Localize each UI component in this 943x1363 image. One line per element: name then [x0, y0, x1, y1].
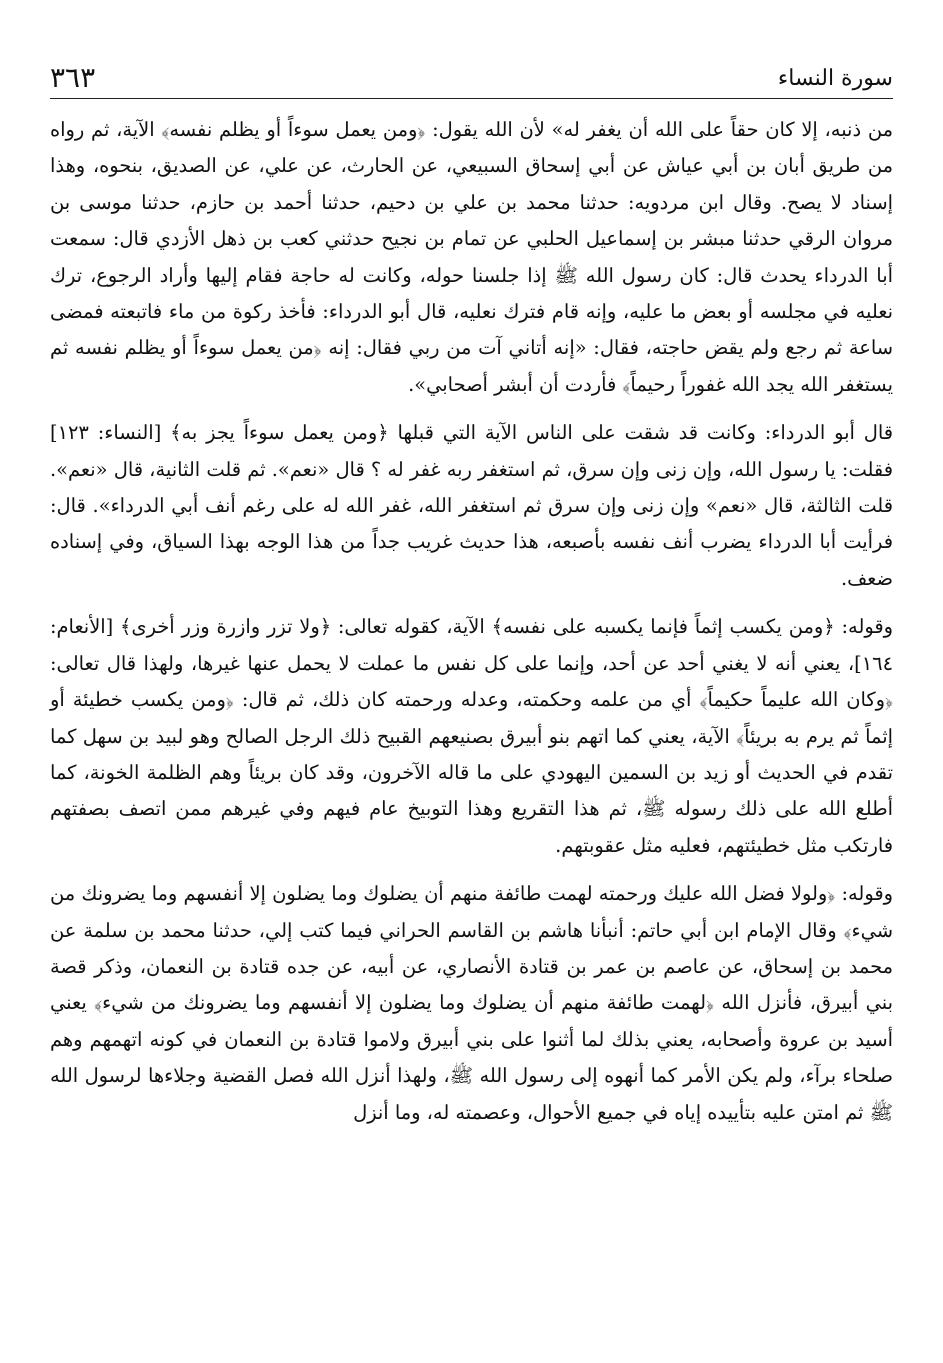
chapter-title: سورة النساء	[777, 66, 893, 91]
page-number: ٣٦٣	[50, 61, 96, 94]
paragraph-1: من ذنبه، إلا كان حقاً على الله أن يغفر له» لأن الله يقول: ﴿ومن يعمل سوءاً أو يظلم نفسه﴾ الآية، ثم رواه من طريق أبان بن أبي عياش عن أبي إسحاق السبيعي، عن الحارث، عن علي، عن الصديق، بنحوه، وهذا إسناد لا يصح. وقال ابن مردويه: حدثنا محمد بن علي بن دحيم، حدثنا أحمد بن حازم، حدثنا موسى بن مروان الرقي حدثنا مبشر بن إسماعيل الحلبي عن تمام بن نجيح حدثني كعب بن ذهل الأزدي قال: سمعت أبا الدرداء يحدث قال: كان رسول الله ﷺ إذا جلسنا حوله، وكانت له حاجة فقام إليها وأراد الرجوع، ترك نعليه في مجلسه أو بعض ما عليه، وإنه قام فترك نعليه، قال أبو الدرداء: فأخذ ركوة من ماء فاتبعته فمضى ساعة ثم رجع ولم يقض حاجته، فقال: «إنه أتاني آت من ربي فقال: إنه ﴿من يعمل سوءاً أو يظلم نفسه ثم يستغفر الله يجد الله غفوراً رحيماً﴾ فأردت أن أبشر أصحابي».	[50, 118, 893, 396]
paragraph-4: وقوله: ﴿ولولا فضل الله عليك ورحمته لهمت طائفة منهم أن يضلوك وما يضلون إلا أنفسهم وما يضرونك من شيء﴾ وقال الإمام ابن أبي حاتم: أنبأنا هاشم بن القاسم الحراني فيما كتب إلي، حدثنا محمد بن سلمة عن محمد بن إسحاق، عن عاصم بن عمر بن قتادة الأنصاري، عن أبيه، عن جده قتادة بن النعمان، وذكر قصة بني أبيرق، فأنزل الله ﴿لهمت طائفة منهم أن يضلوك وما يضلون إلا أنفسهم وما يضرونك من شيء﴾ يعني أسيد بن عروة وأصحابه، يعني بذلك لما أثنوا على بني أبيرق ولاموا قتادة بن النعمان في كونه اتهمهم وهم صلحاء برآء، ولم يكن الأمر كما أنهوه إلى رسول الله ﷺ، ولهذا أنزل الله فصل القضية وجلاءها لرسول الله ﷺ ثم امتن عليه بتأييده إياه في جميع الأحوال، وعصمته له، وما أنزل	[50, 882, 893, 1124]
paragraph-2: قال أبو الدرداء: وكانت قد شقت على الناس الآية التي قبلها ﴿ومن يعمل سوءاً يجز به﴾ [النساء: ١٢٣] فقلت: يا رسول الله، وإن زنى وإن سرق، ثم استغفر ربه غفر له ؟ قال «نعم». ثم قلت الثانية، قال «نعم». قلت الثالثة، قال «نعم» وإن زنى وإن سرق ثم استغفر الله، غفر الله له على رغم أنف أبي الدرداء». قال: فرأيت أبا الدرداء يضرب أنف نفسه بأصبعه، هذا حديث غريب جداً من هذا الوجه بهذا السياق، وفي إسناده ضعف.	[50, 421, 893, 590]
body-text	[50, 112, 893, 1131]
paragraph-3: وقوله: ﴿ومن يكسب إثماً فإنما يكسبه على نفسه﴾ الآية، كقوله تعالى: ﴿ولا تزر وازرة وزر أخرى﴾ [الأنعام: ١٦٤]، يعني أنه لا يغني أحد عن أحد، وإنما على كل نفس ما عملت لا يحمل عنها غيرها، ولهذا قال تعالى: ﴿وكان الله عليماً حكيماً﴾ أي من علمه وحكمته، وعدله ورحمته كان ذلك، ثم قال: ﴿ومن يكسب خطيئة أو إثماً ثم يرم به بريئاً﴾ الآية، يعني كما اتهم بنو أبيرق بصنيعهم القبيح ذلك الرجل الصالح وهو لبيد بن سهل كما تقدم في الحديث أو زيد بن السمين اليهودي على ما قاله الآخرون، وقد كان بريئاً وهم الظلمة الخونة، كما أطلع الله على ذلك رسوله ﷺ، ثم هذا التقريع وهذا التوبيخ عام فيهم وفي غيرهم ممن اتصف بصفتهم فارتكب مثل خطيئتهم، فعليه مثل عقوبتهم.	[50, 615, 893, 857]
page-header	[50, 60, 893, 99]
